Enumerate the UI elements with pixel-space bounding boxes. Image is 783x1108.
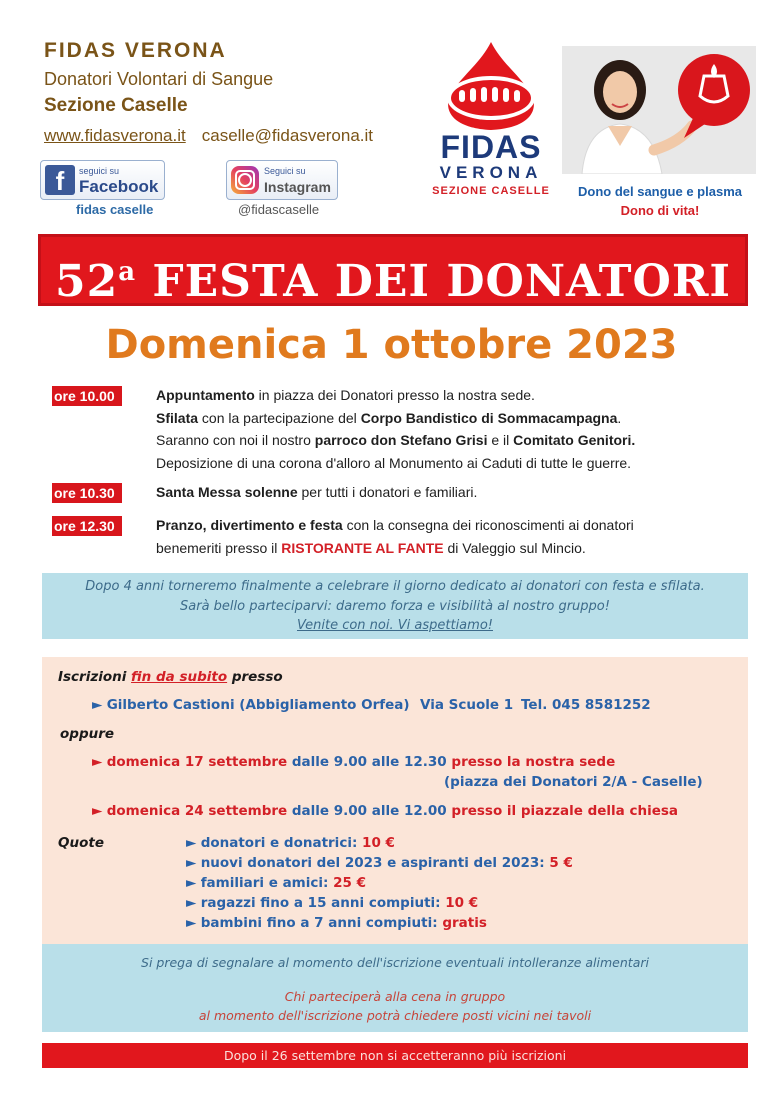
instagram-button[interactable] [226,160,338,200]
promo-photo [562,46,756,174]
program-bold: Corpo Bandistico di Sommacampagna [360,409,618,426]
title-banner [38,234,748,306]
program-bold: Santa Messa solenne [156,484,298,500]
registration-option-1 [92,752,615,772]
facebook-handle: fidas caselle [76,202,154,217]
registration-option-1-address [444,772,703,792]
quote-price: 10 € [445,895,479,911]
quote-category: bambini fino a 7 anni compiuti: [200,915,443,931]
note-line: Sarà bello parteciparvi: daremo forza e visibilità al nostro gruppo! [180,598,610,614]
time-tag: ore 10.30 [52,483,122,503]
note-line: Venite con noi. Vi aspettiamo! [297,618,493,633]
program-description [156,481,748,504]
program-description [156,384,748,474]
program-bold: Appuntamento [156,387,255,403]
facebook-badge[interactable] [40,160,165,217]
quote-price: gratis [442,915,487,931]
logo-section-text: SEZIONE CASELLE [432,185,550,197]
quote-price: 10 € [362,835,395,851]
event-date: Domenica 1 ottobre 2023 [105,322,678,368]
registration-intro [58,667,283,687]
option-place: presso il piazzale della chiesa [451,803,679,819]
website-link[interactable]: www.fidasverona.it [44,126,186,145]
photo-caption-line1: Dono del sangue e plasma [578,184,742,199]
blood-drop-arena-icon [426,40,556,132]
program-text: di Valeggio sul Mincio. [443,539,586,556]
option-time: dalle 9.00 alle 12.30 [287,754,452,770]
triangle-right-icon: ► [186,835,197,851]
contact-address [420,695,513,715]
quote-item [186,853,573,873]
program-bold: Sfilata [156,409,199,426]
program-text: con la consegna dei riconoscimenti ai donatori [342,517,634,533]
logo-verona-text: VERONA [439,163,543,182]
instagram-small-text: Seguici su [264,166,306,176]
instagram-badge[interactable] [226,160,338,217]
invitation-note [42,573,748,639]
triangle-right-icon: ► [92,697,103,713]
quote-label-text: Quote [58,835,104,851]
quote-item [186,913,487,933]
registration-highlight: fin da subito [131,669,228,685]
triangle-right-icon: ► [186,915,197,931]
program-text: e il [487,432,514,448]
event-number: 52 [54,256,119,307]
oppure-text: oppure [60,726,115,742]
dietary-note [42,944,748,1032]
contact-address-text: Via Scuole 1 [420,697,514,713]
event-title-text: FESTA DEI DONATORI [136,256,731,307]
org-links [44,126,424,146]
program-bold: Pranzo, divertimento e festa [156,517,343,533]
program-description [156,514,748,559]
quote-category: ragazzi fino a 15 anni compiuti: [200,895,446,911]
instagram-icon [231,166,259,194]
event-title [41,237,745,317]
quote-price: 5 € [549,855,573,871]
registration-oppure [60,724,114,744]
quote-item [186,833,395,853]
triangle-right-icon: ► [186,875,197,891]
contact-phone-text: Tel. 045 8581252 [521,697,651,713]
program-text: Saranno con noi il nostro [156,432,315,448]
quote-item [186,893,478,913]
program-text: Deposizione di una corona d'alloro al Monumento ai Caduti di tutte le guerre. [156,454,632,471]
quote-category: nuovi donatori del 2023 e aspiranti del 2023: [200,855,550,871]
instagram-label: Instagram [264,179,331,195]
contact-name: Gilberto Castioni (Abbigliamento Orfea) [106,697,410,713]
quote-price: 25 € [333,875,366,891]
woman-with-speech-bubble-image [562,46,756,174]
note-line: Chi parteciperà alla cena in gruppo [284,989,506,1004]
note-line: al momento dell'iscrizione potrà chiedere posti vicini nei tavoli [198,1008,592,1023]
program-bold: parroco don Stefano Grisi [314,432,488,448]
facebook-icon: f [45,165,75,195]
quote-category: donatori e donatrici: [200,835,363,851]
option-date: domenica 24 settembre [106,803,288,819]
photo-caption-line2: Dono di vita! [620,203,700,218]
quote-label [58,833,104,853]
program-text: . [617,409,622,426]
triangle-right-icon: ► [186,855,197,871]
registration-option-2 [92,801,678,821]
registration-intro-text: presso [227,669,283,685]
program-text: in piazza dei Donatori presso la nostra sede. [254,387,535,403]
registration-intro-text: Iscrizioni [58,669,132,685]
facebook-small-text: seguici su [79,166,120,176]
quote-item [186,873,366,893]
org-section: Sezione Caselle [44,95,188,116]
option-address: (piazza dei Donatori 2/A - Caselle) [444,774,703,790]
program-text: con la partecipazione del [198,409,361,426]
facebook-button[interactable] [40,160,165,200]
fidas-logo [426,40,556,210]
org-subtitle: Donatori Volontari di Sangue [44,69,274,89]
quote-category: familiari e amici: [200,875,334,891]
program-item-1030 [52,481,752,505]
program-text: benemeriti presso il [156,539,282,556]
org-name: FIDAS VERONA [44,39,227,62]
note-line: Si prega di segnalare al momento dell'iscrizione eventuali intolleranze alimentari [141,955,649,970]
option-time: dalle 9.00 alle 12.00 [287,803,452,819]
event-number-suffix: a [118,257,137,287]
time-tag: ore 12.30 [52,516,122,536]
note-line: Dopo 4 anni torneremo finalmente a celebrare il giorno dedicato ai donatori con festa e sfilata. [85,579,705,594]
option-date: domenica 17 settembre [106,754,288,770]
photo-caption [560,182,760,220]
program-item-1000 [52,384,752,474]
triangle-right-icon: ► [92,754,103,770]
program-text: per tutti i donatori e familiari. [297,484,478,500]
facebook-label: Facebook [79,177,159,196]
program-item-1230 [52,514,752,560]
deadline-notice: Dopo il 26 settembre non si accetteranno più iscrizioni [42,1043,748,1068]
time-tag: ore 10.00 [52,386,122,406]
registration-contact [92,695,410,715]
instagram-handle: @fidascaselle [238,202,320,217]
option-place: presso la nostra sede [451,754,616,770]
restaurant-name: RISTORANTE AL FANTE [281,539,444,556]
triangle-right-icon: ► [186,895,197,911]
triangle-right-icon: ► [92,803,103,819]
organization-block [44,38,424,146]
logo-fidas-text: FIDAS [440,129,542,165]
contact-phone [521,695,651,715]
email-link[interactable]: caselle@fidasverona.it [201,126,374,145]
program-bold: Comitato Genitori. [513,432,636,448]
